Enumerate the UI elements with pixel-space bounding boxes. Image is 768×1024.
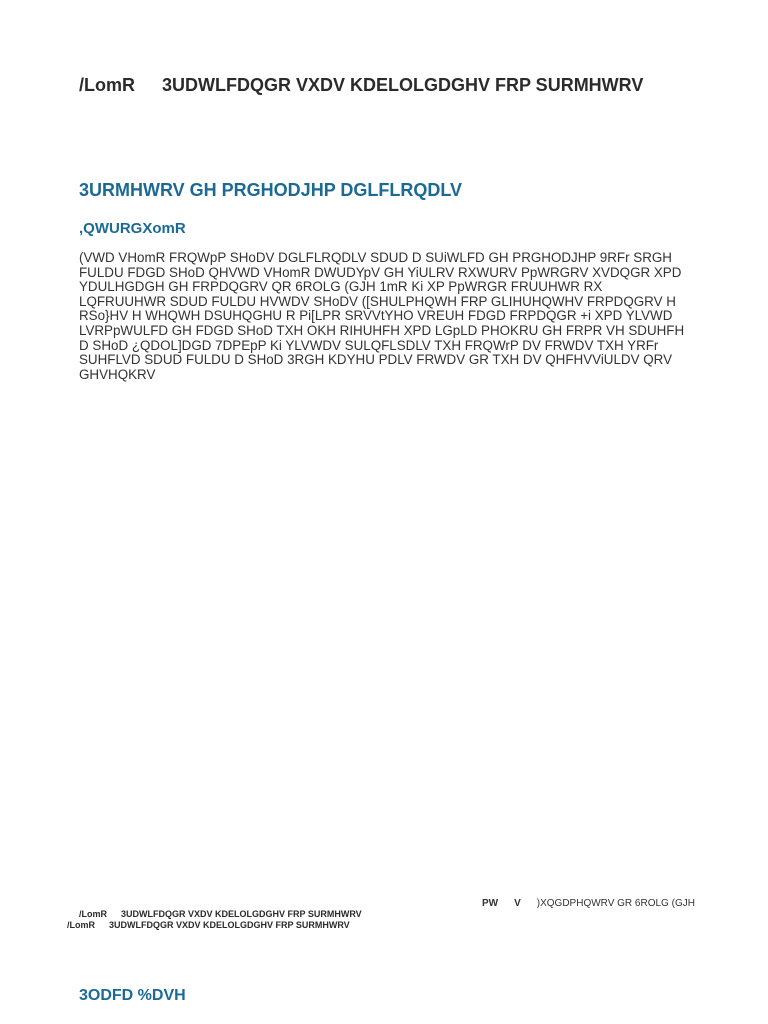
body-line: SUHFLVD SDUD FULDU D SHoD 3RGH KDYHU PDLV FRWDV GR TXH DV QHFHVViULDV QRV [79, 352, 673, 368]
running-footer-a [79, 909, 362, 919]
running-footer-title: 3UDWLFDQGR VXDV KDELOLGDGHV FRP SURMHWRV [121, 909, 362, 919]
body-line: GHVHQKRV [79, 366, 156, 382]
next-section-title: 3ODFD %DVH [79, 987, 186, 1004]
lesson-title: 3UDWLFDQGR VXDV KDELOLGDGHV FRP SURMHWRV [162, 75, 644, 95]
page-footer-right [482, 898, 695, 909]
body-paragraph [79, 251, 699, 382]
body-line: FULDU FDGD SHoD QHVWD VHomR DWUDYpV GH YiULRV RXWURV PpWRGRV XVDQGR XPD [79, 264, 682, 280]
running-footer-title: 3UDWLFDQGR VXDV KDELOLGDGHV FRP SURMHWRV [109, 920, 350, 930]
running-footer-b [67, 920, 350, 930]
body-line: (VWD VHomR FRQWpP SHoDV DGLFLRQDLV SDUD D SUiWLFD GH PRGHODJHP 9RFr SRGH [79, 250, 672, 265]
lesson-header [79, 75, 643, 96]
lesson-number: /LomR [79, 75, 135, 95]
section-title: 3URMHWRV GH PRGHODJHP DGLFLRQDLV [79, 180, 463, 200]
body-line: LQFRUUHWR SDUD FULDU HVWDV SHoDV ([SHULPHQWH FRP GLIHUHQWHV FRPDQGRV H [79, 293, 676, 309]
subsection-title: ,QWURGXomR [79, 220, 186, 237]
body-line: LVRPpWULFD GH FDGD SHoD TXH OKH RIHUHFH XPD LGpLD PHOKRU GH FRPR VH SDUHFH [79, 322, 685, 338]
running-footer-lesson: /LomR [79, 909, 107, 919]
body-line: YDULHGDGH GH FRPDQGRV QR 6ROLG (GJH 1mR Ki XP PpWRGR FRUUHWR RX [79, 279, 603, 295]
running-footer-lesson: /LomR [67, 920, 95, 930]
body-line: RSo}HV H WHQWH DSUHQGHU R Pi[LPR SRVVtYHO VREUH FDGD FRPDQGR +i XPD YLVWD [79, 308, 673, 324]
page-label: PW [482, 898, 499, 909]
page-suffix: V [514, 898, 521, 909]
body-line: D SHoD ¿QDOL]DGD 7DPEpP Ki YLVWDV SULQFLSDLV TXH FRQWrP DV FRWDV TXH YRFr [79, 337, 659, 353]
book-title: )XQGDPHQWRV GR 6ROLG (GJH [536, 898, 695, 909]
